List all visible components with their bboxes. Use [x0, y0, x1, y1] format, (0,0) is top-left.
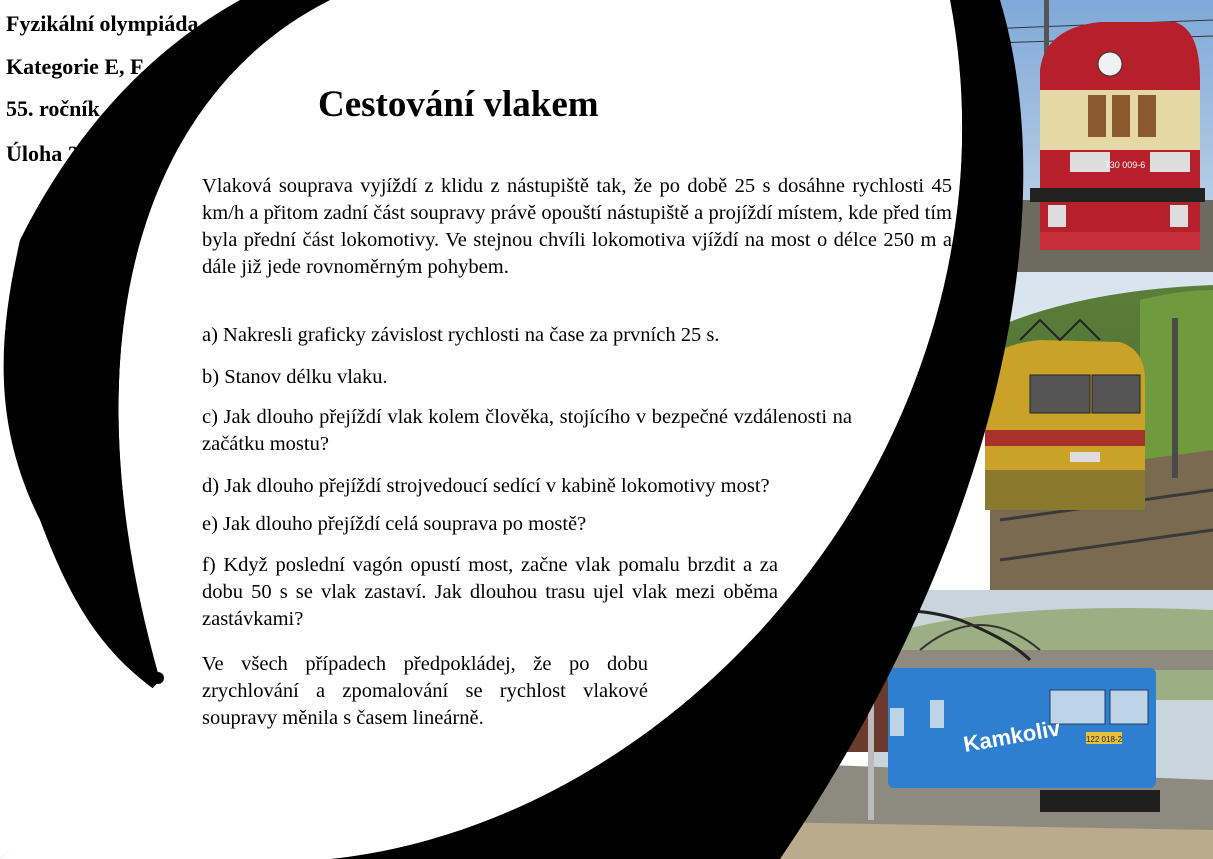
category-label: Kategorie E, F [6, 54, 144, 79]
question-d: d) Jak dlouho přejíždí strojvedoucí sedící v kabině lokomotivy most? [202, 475, 770, 497]
question-c: c) Jak dlouho přejíždí vlak kolem člověka, stojícího v bezpečné vzdálenosti na začátku mostu? [202, 406, 852, 455]
photo3-number: 122 018-2 [1085, 735, 1123, 744]
photo3-brand: Kamkoliv [961, 715, 1063, 757]
assumption-note: Ve všech případech předpokládej, že po dobu zrychlování a zpomalování se rychlost vlakové soupravy měnila s časem lineárně. [202, 653, 648, 729]
year-label: 55. ročník [6, 96, 100, 121]
page-title: Cestování vlakem [318, 84, 599, 125]
question-a: a) Nakresli graficky závislost rychlosti na čase za prvních 25 s. [202, 324, 720, 346]
photo-yellow-locomotive [985, 272, 1213, 592]
photo1-number: 730 009-6 [1104, 160, 1146, 170]
intro-paragraph: Vlaková souprava vyjíždí z klidu z nástupiště tak, že po době 25 s dosáhne rychlosti 45 km/h a přitom zadní část soupravy právě opouští nástupiště a projíždí místem, kde před tím byla přední část lokomotivy. Ve stejnou chvíli lokomotiva vjíždí na most o délce 250 m a dále již jede rovnoměrným pohybem. [202, 175, 952, 278]
task-number: Úloha 2. [6, 141, 85, 166]
question-e: e) Jak dlouho přejíždí celá souprava po mostě? [202, 513, 587, 535]
question-f: f) Když poslední vagón opustí most, začne vlak pomalu brzdit a za dobu 50 s se vlak zastaví. Jak dlouhou trasu ujel vlak mezi oběma zastávkami? [202, 554, 778, 630]
question-b: b) Stanov délku vlaku. [202, 366, 388, 388]
competition-name: Fyzikální olympiáda [6, 11, 199, 36]
